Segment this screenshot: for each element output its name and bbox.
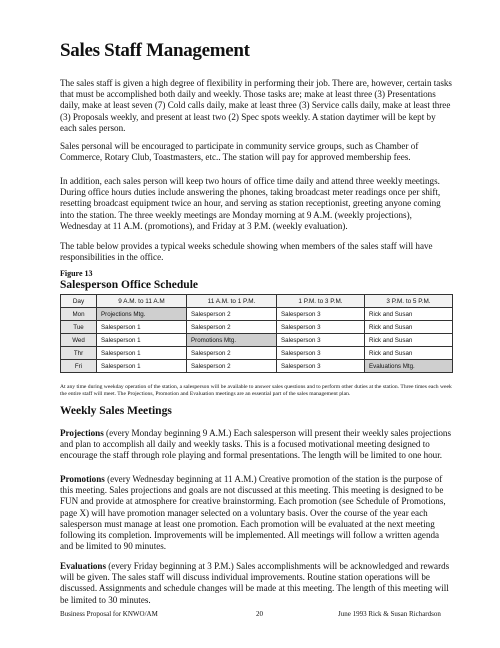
schedule-cell: Salesperson 2: [187, 308, 277, 321]
schedule-note: At any time during weekday operation of the station, a salesperson will be available to answer sales questions and to perform other duties at the station. Three times each week the entire staff will meet. The Projections, Promotion and Evaluation meetings are an essential part of the sales management plan.: [60, 384, 452, 397]
schedule-cell: Salesperson 3: [277, 321, 365, 334]
paragraph-office-hours: In addition, each sales person will keep two hours of office time daily and attend three weekly meetings. During office hours duties include answering the phones, taking broadcast meter readings once per shift, resetting broadcast equipment twice an hour, and serving as station receptionist, greeting anyone coming into the station. The three weekly meetings are Monday morning at 9 A.M. (weekly projections), Wednesday at 11 A.M. (promotions), and Friday at 3 P.M. (weekly evaluation).: [60, 176, 441, 231]
schedule-cell: Salesperson 2: [187, 321, 277, 334]
day-cell: Tue: [61, 321, 97, 334]
page-title: Sales Staff Management: [60, 40, 250, 61]
header-cell: 11 A.M. to 1 P.M.: [187, 295, 277, 308]
figure-title: Salesperson Office Schedule: [60, 279, 198, 291]
paragraph-table-intro: The table below provides a typical weeks schedule showing when members of the sales staff will have responsibilities in the office.: [60, 241, 433, 263]
header-cell: 1 P.M. to 3 P.M.: [277, 295, 365, 308]
header-cell: 3 P.M. to 5 P.M.: [365, 295, 453, 308]
schedule-cell: Rick and Susan: [365, 321, 453, 334]
section-title-weekly-meetings: Weekly Sales Meetings: [60, 405, 172, 417]
schedule-cell: Salesperson 1: [97, 360, 187, 373]
schedule-cell: Salesperson 3: [277, 347, 365, 360]
paragraph-projections: [60, 428, 452, 462]
schedule-cell: Salesperson 1: [97, 321, 187, 334]
paragraph-promotions: [60, 474, 452, 552]
schedule-cell: Rick and Susan: [365, 308, 453, 321]
day-cell: Mon: [61, 308, 97, 321]
schedule-cell: Promotions Mtg.: [187, 334, 277, 347]
schedule-cell: Salesperson 3: [277, 308, 365, 321]
table-row: [61, 334, 453, 347]
footer-right: June 1993 Rick & Susan Richardson: [338, 610, 441, 618]
paragraph-duties: The sales staff is given a high degree of flexibility in performing their job. There are, however, certain tasks that must be accomplished both daily and weekly. Those tasks are; make at least three (3) Presentations daily, make at least seven (7) Cold calls daily, make at least three (3) Service calls daily, make at least three (3) Proposals weekly, and present at least two (2) Spec spots weekly. A station daytimer will be kept by each sales person.: [60, 78, 452, 133]
paragraph-community: Sales personal will be encouraged to participate in community service groups, such as Chamber of Commerce, Rotary Club, Toastmasters, etc.. The station will pay for approved membership fees.: [60, 141, 419, 163]
day-cell: Wed: [61, 334, 97, 347]
day-cell: Thr: [61, 347, 97, 360]
schedule-cell: Rick and Susan: [365, 334, 453, 347]
projections-label: Projections: [60, 428, 104, 438]
schedule-cell: Rick and Susan: [365, 347, 453, 360]
promotions-label: Promotions: [60, 474, 105, 484]
evaluations-label: Evaluations: [60, 561, 106, 571]
schedule-cell: Salesperson 2: [187, 347, 277, 360]
table-row: [61, 360, 453, 373]
schedule-cell: Evaluations Mtg.: [365, 360, 453, 373]
evaluations-text: (every Friday beginning at 3 P.M.) Sales accomplishments will be acknowledged and rewards will be given. The sales staff will discuss individual improvements. Routine station operations will be discussed. Assignments and schedule changes will be made at this meeting. The length of this meeting will be limited to 30 minutes.: [60, 561, 450, 605]
schedule-cell: Projections Mtg.: [97, 308, 187, 321]
schedule-table: [60, 294, 453, 373]
schedule-header-row: [61, 295, 453, 308]
schedule-cell: Salesperson 2: [187, 360, 277, 373]
day-cell: Fri: [61, 360, 97, 373]
projections-text: (every Monday beginning 9 A.M.) Each salesperson will present their weekly sales projections and plan to accomplish all daily and weekly tasks. This is a focused motivational meeting designed to encourage the staff through role playing and formal presentations. The length will be limited to one hour.: [60, 428, 452, 461]
table-row: [61, 321, 453, 334]
schedule-cell: Salesperson 3: [277, 334, 365, 347]
schedule-cell: Salesperson 1: [97, 334, 187, 347]
figure-label: Figure 13: [60, 269, 93, 278]
header-cell: 9 A.M. to 11 A.M: [97, 295, 187, 308]
table-row: [61, 308, 453, 321]
header-cell: Day: [61, 295, 97, 308]
schedule-cell: Salesperson 3: [277, 360, 365, 373]
promotions-text: (every Wednesday beginning at 11 A.M.) Creative promotion of the station is the purpose of this meeting. Sales projections and goals are not discussed at this meeting. This meeting is designed to be FUN and provide at atmosphere for creative brainstorming. Each promotion (see Schedule of Promotions, page X) will have promotion manager selected on a voluntary basis. Over the course of the year each salesperson must manage at least one promotion. Each promotion will be evaluated at the next meeting following its completion. Improvements will be implemented. All meetings will follow a written agenda and be limited to 90 minutes.: [60, 474, 446, 552]
footer-page-number: 20: [256, 610, 263, 618]
paragraph-evaluations: [60, 561, 452, 606]
table-row: [61, 347, 453, 360]
schedule-cell: Salesperson 1: [97, 347, 187, 360]
footer-left: Business Proposal for KNWO/AM: [60, 610, 158, 618]
